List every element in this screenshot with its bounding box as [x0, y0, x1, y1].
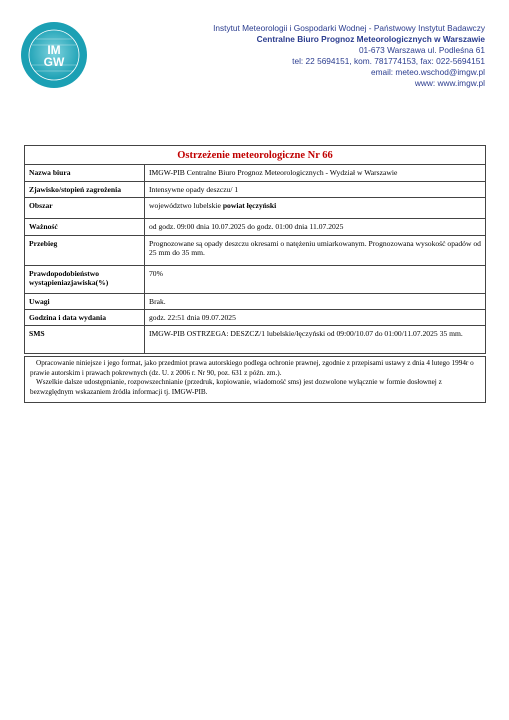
warning-title: Ostrzeżenie meteorologiczne Nr 66 — [25, 146, 486, 165]
row-value: IMGW-PIB Centralne Biuro Prognoz Meteorologicznych - Wydział w Warszawie — [145, 165, 486, 181]
row-value: od godz. 09:00 dnia 10.07.2025 do godz. 01:00 dnia 11.07.2025 — [145, 219, 486, 235]
title-row — [25, 146, 486, 165]
row-label: Nazwa biura — [25, 165, 145, 181]
table-row — [25, 219, 486, 235]
row-label: Obszar — [25, 198, 145, 219]
row-value-area — [145, 198, 486, 219]
table-row — [25, 235, 486, 265]
address: 01-673 Warszawa ul. Podleśna 61 — [358, 45, 485, 56]
table-row — [25, 181, 486, 197]
row-label: Przebieg — [25, 235, 145, 265]
table-row — [25, 265, 486, 293]
area-county: powiat łęczyński — [222, 201, 277, 211]
warning-table — [24, 145, 486, 354]
table-row — [25, 326, 486, 354]
row-value: 70% — [145, 265, 486, 293]
row-value: Intensywne opady deszczu/ 1 — [145, 181, 486, 197]
phone: tel: 22 5694151, kom. 781774153, fax: 022-5694151 — [292, 56, 485, 67]
area-voivodeship: województwo lubelskie — [149, 201, 221, 211]
website[interactable]: www: www.imgw.pl — [414, 78, 485, 89]
row-label: SMS — [25, 326, 145, 354]
row-value: Prognozowane są opady deszczu okresami o natężeniu umiarkowanym. Prognozowana wysokość opadów od 25 mm do 35 mm. — [145, 235, 486, 265]
row-label: Ważność — [25, 219, 145, 235]
table-row — [25, 310, 486, 326]
institute-name: Instytut Meteorologii i Gospodarki Wodnej - Państwowy Instytut Badawczy — [213, 23, 485, 33]
svg-text:GW: GW — [43, 55, 65, 69]
copyright-notice — [24, 356, 486, 403]
imgw-logo — [20, 21, 88, 89]
copyright-paragraph: Opracowanie niniejsze i jego format, jako przedmiot prawa autorskiego podlega ochronie prawnej, zgodnie z przepisami ustawy z dnia 4 lutego 1994r o prawie autorskim i prawach pokrewnych (dz. U. z 2006 r. Nr 90, poz. 631 z późn. zm.). — [30, 359, 474, 377]
svg-text:IM: IM — [47, 43, 61, 57]
office-name: Centralne Biuro Prognoz Meteorologicznych w Warszawie — [256, 34, 485, 45]
row-label: Uwagi — [25, 293, 145, 309]
row-label: Prawdopodobieństwo wystąpieniazjawiska(%) — [25, 265, 145, 293]
row-value: IMGW-PIB OSTRZEGA: DESZCZ/1 lubelskie/łęczyński od 09:00/10.07 do 01:00/11.07.2025 35 mm. — [145, 326, 486, 354]
row-value: godz. 22:51 dnia 09.07.2025 — [145, 310, 486, 326]
distribution-paragraph: Wszelkie dalsze udostępnianie, rozpowszechnianie (przedruk, kopiowanie, wiadomość sms) jest dozwolone wyłącznie w formie dosłownej z bezwzględnym wskazaniem źródła informacji tj. IMGW-PIB. — [30, 378, 442, 396]
institute-header — [165, 23, 485, 90]
email[interactable]: email: meteo.wschod@imgw.pl — [370, 67, 485, 78]
table-row — [25, 198, 486, 219]
row-label: Godzina i data wydania — [25, 310, 145, 326]
table-row — [25, 293, 486, 309]
row-value: Brak. — [145, 293, 486, 309]
row-label: Zjawisko/stopień zagrożenia — [25, 181, 145, 197]
table-row — [25, 165, 486, 181]
